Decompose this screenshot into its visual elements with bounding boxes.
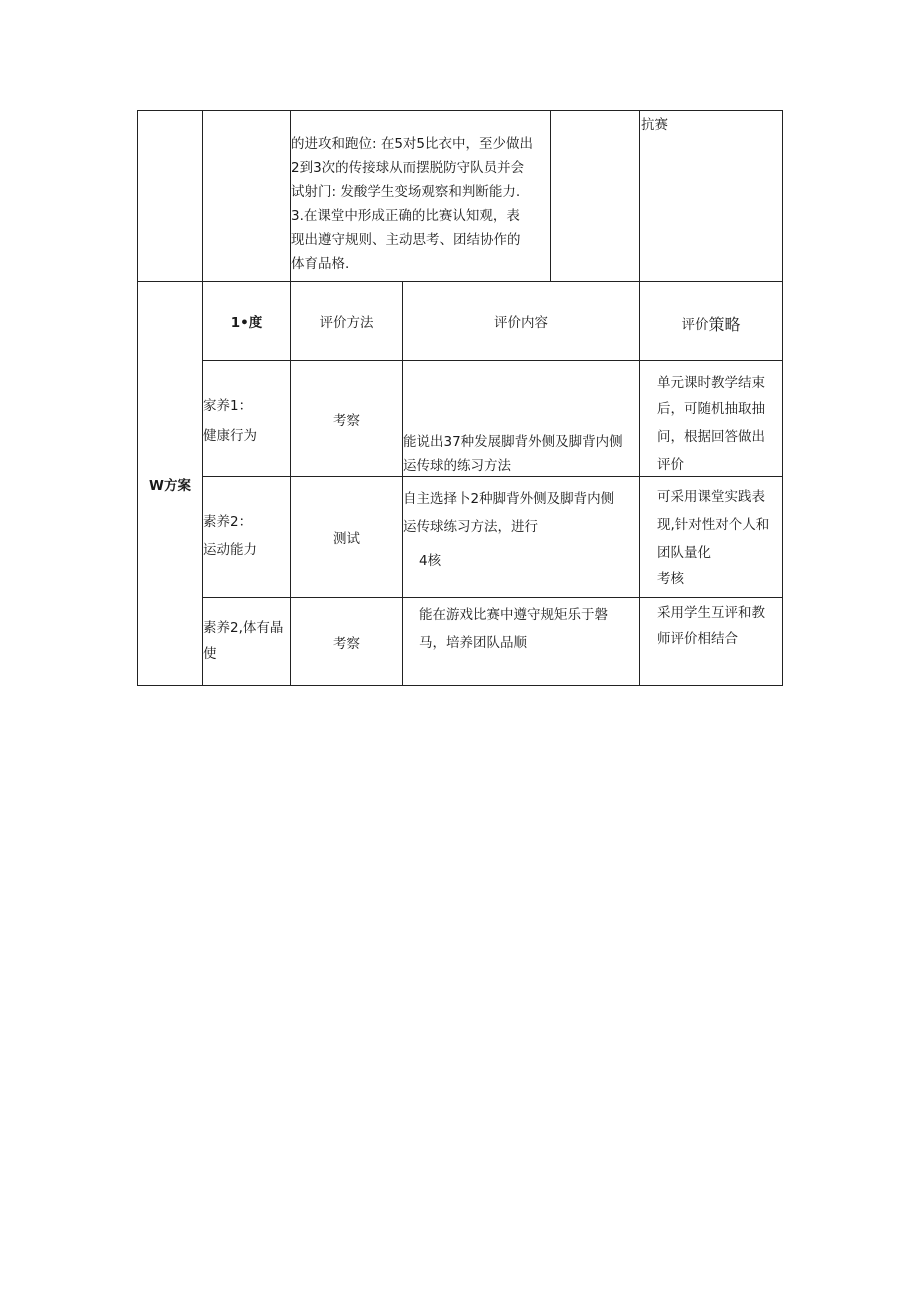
strategy-line: 师评价相结合: [657, 631, 738, 647]
strategy-line: 考核: [657, 571, 684, 587]
method-cell: 测试: [333, 531, 360, 547]
content-line: 能在游戏比赛中遵守规矩乐于磐: [419, 607, 608, 623]
literacy-line: 健康行为: [203, 428, 257, 444]
literacy-line: 使: [203, 646, 217, 662]
content-line: 马，培养团队品顺: [419, 635, 527, 651]
content-line: 运传球的练习方法: [403, 458, 511, 474]
table-border-bottom: [137, 685, 783, 686]
literacy-line: 素养2：: [203, 514, 253, 530]
content-line: 自主选择卜2种脚背外侧及脚背内侧: [403, 491, 615, 507]
literacy-line: 素养2,体有晶: [203, 620, 284, 636]
strategy-line: 后，可随机抽取抽: [657, 401, 765, 417]
strategy-line: 单元课时教学结束: [657, 375, 765, 391]
header-strategy-suffix: 策略: [708, 314, 741, 334]
table-border-top: [137, 110, 783, 111]
method-cell: 考察: [333, 412, 360, 429]
strategy-line: 采用学生互评和教: [657, 605, 765, 621]
top-col-divider-1: [202, 110, 203, 281]
content-line: 能说出37种发展脚背外侧及脚背内侧: [403, 434, 623, 450]
objective-line: 体育品格.: [291, 256, 350, 272]
header-strategy: [640, 284, 782, 362]
objective-line: 3.在课堂中形成正确的比赛认知观，表: [291, 208, 520, 224]
header-dimension: 1•度: [230, 315, 263, 331]
objective-line: 的进攻和跑位: 在5对5比衣中，至少做出: [291, 136, 534, 152]
objective-line: 2到3次的传接球从而摆脱防守队员并会: [291, 160, 525, 176]
method-cell: 考察: [333, 635, 360, 652]
table-border-right: [782, 110, 783, 686]
top-col-divider-3: [550, 110, 551, 281]
literacy-line: 运动能力: [203, 542, 257, 558]
objective-line: 现出遵守规则、主动思考、团结协作的: [291, 232, 521, 248]
strategy-line: 可采用课堂实践表: [657, 489, 765, 505]
strategy-line: 现,针对性对个人和: [657, 517, 770, 533]
section-label: W方案: [149, 477, 191, 494]
header-strategy-prefix: 评价: [681, 317, 709, 333]
top-col-divider-4: [639, 110, 640, 281]
content-line: 运传球练习方法，进行: [403, 519, 538, 535]
header-method: 评价方法: [319, 315, 374, 331]
eval-row-divider-3: [202, 597, 783, 598]
strategy-line: 团队量化: [657, 545, 711, 561]
top-right-cell-text: 抗赛: [641, 117, 668, 133]
literacy-line: 家养1：: [203, 398, 253, 414]
strategy-line: 评价: [657, 457, 684, 473]
strategy-line: 问，根据回答做出: [657, 429, 765, 445]
content-line: 4核: [419, 553, 442, 569]
objective-line: 试射门: 发酸学生变场观察和判断能力.: [291, 184, 521, 200]
header-content: 评价内容: [494, 315, 548, 331]
